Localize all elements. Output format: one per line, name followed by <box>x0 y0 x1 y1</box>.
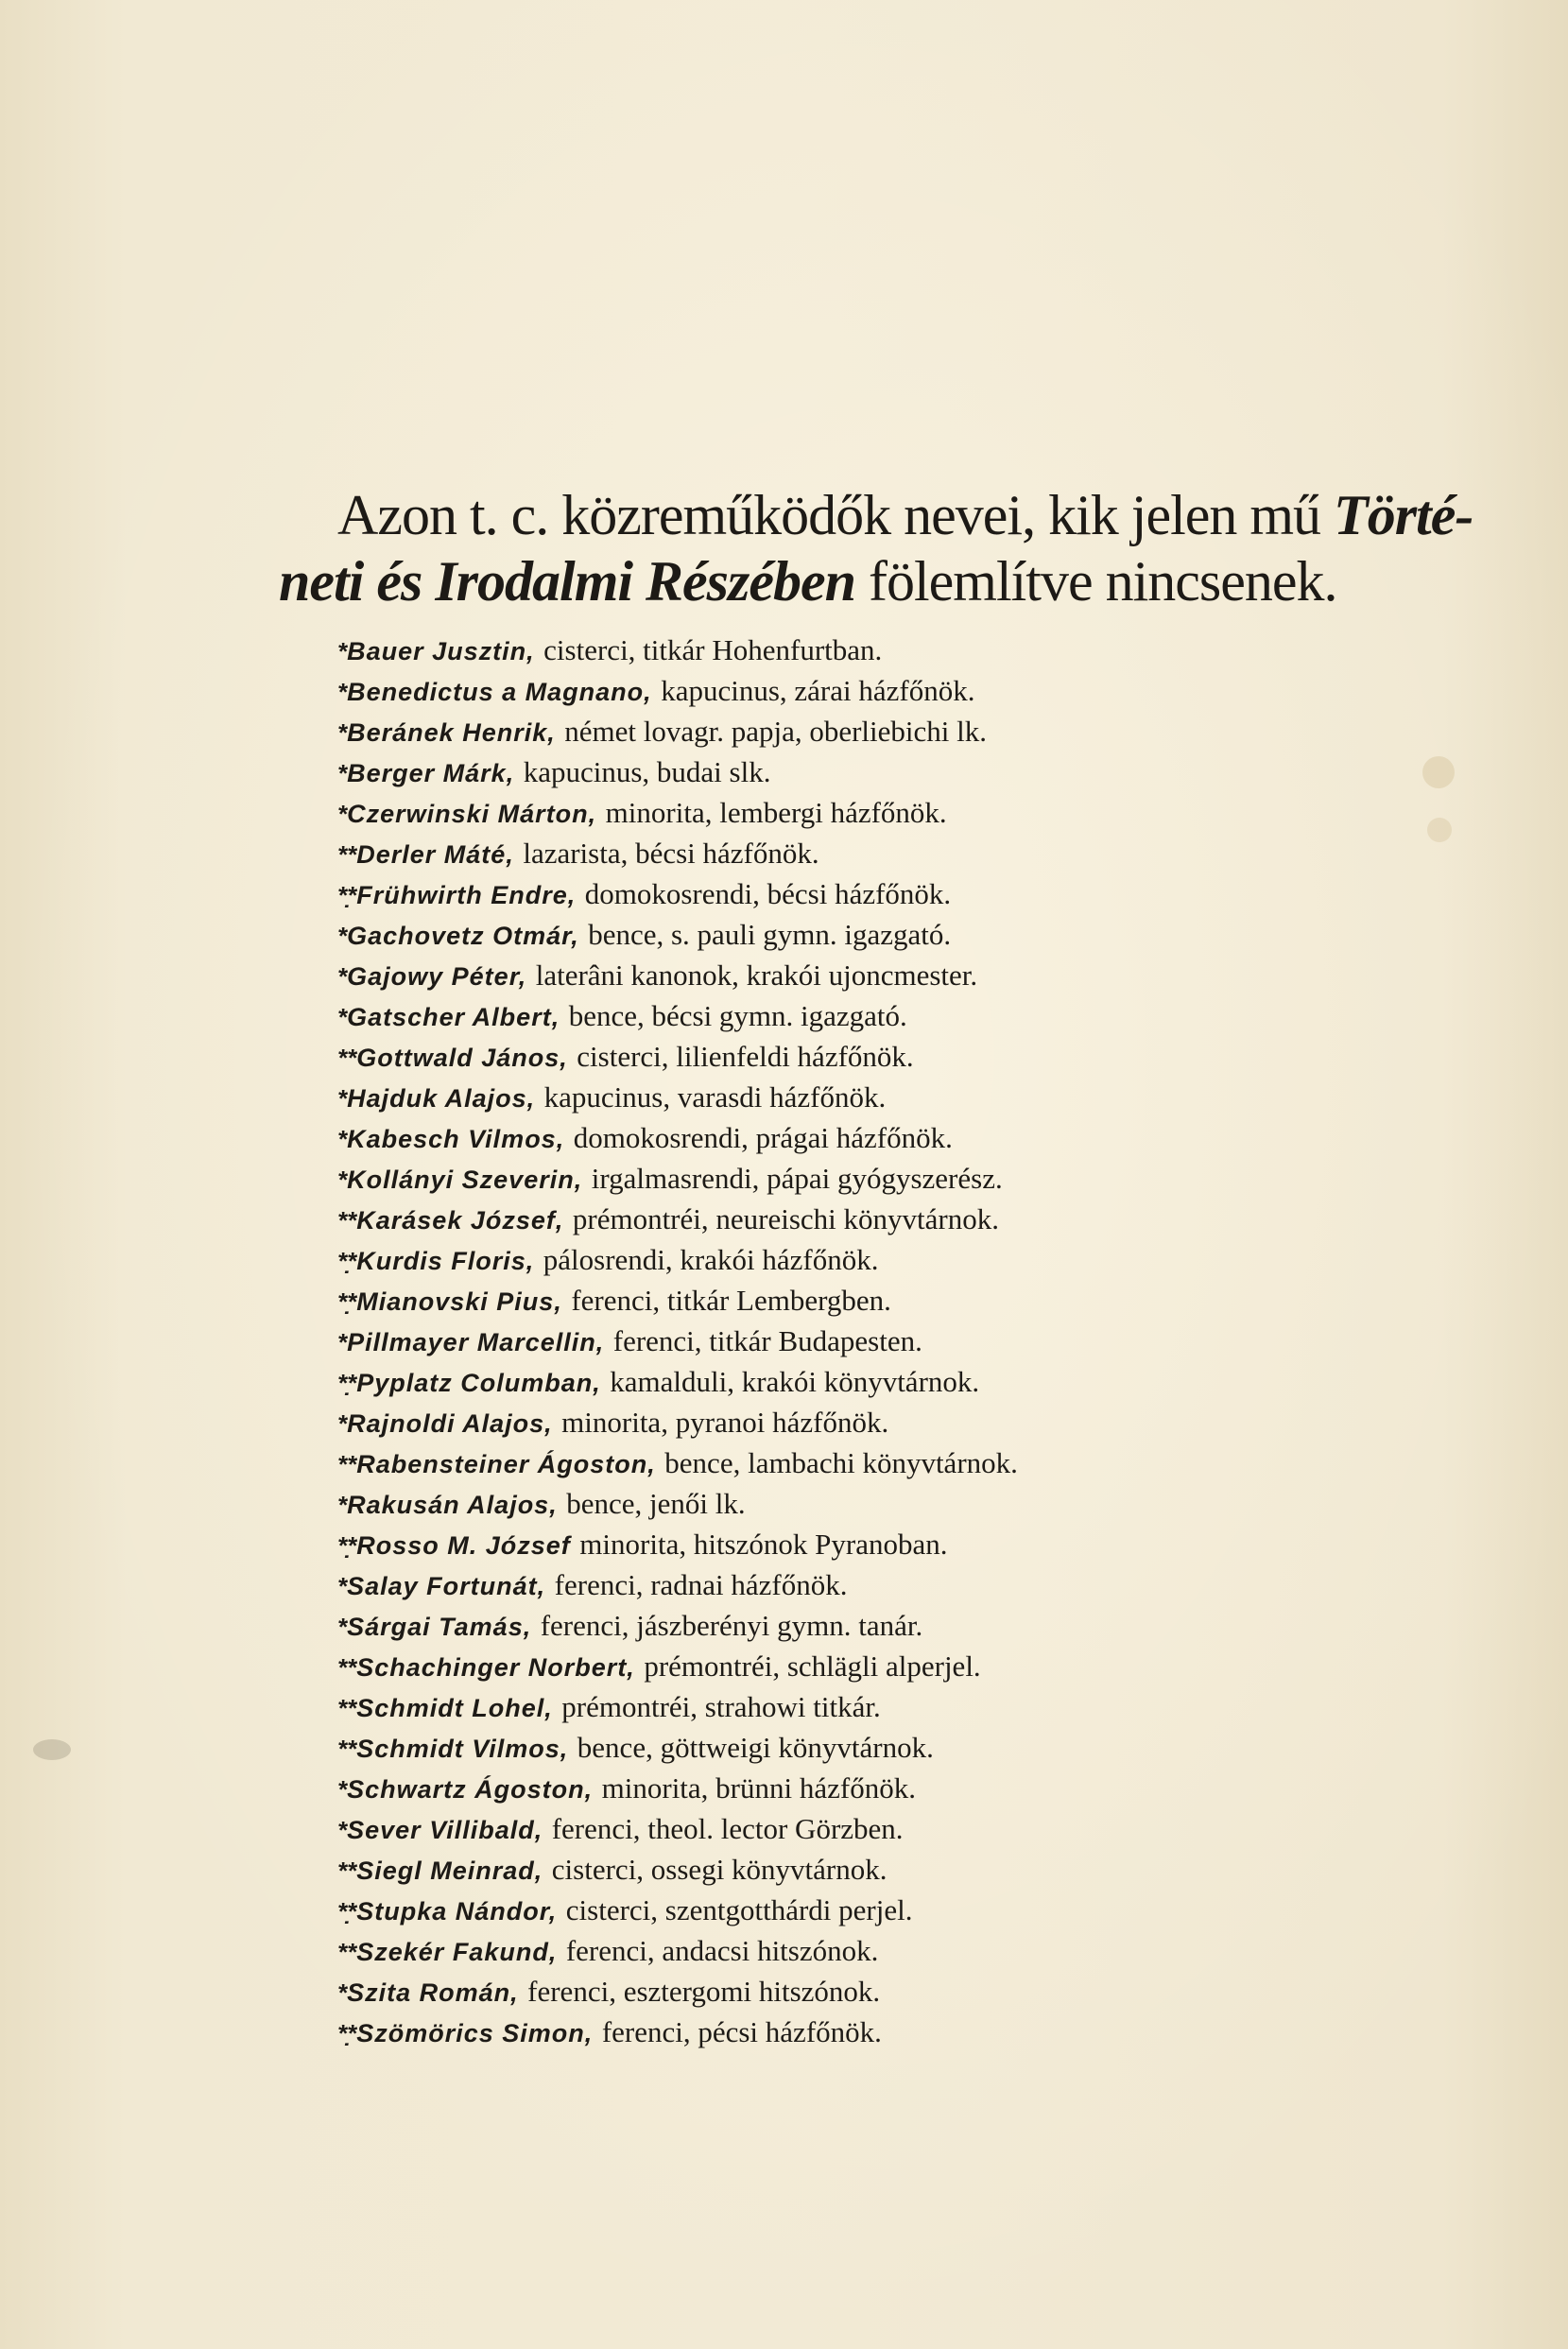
entry-name: Karásek József, <box>356 1206 564 1235</box>
entry-description: ferenci, esztergomi hitszónok. <box>527 1975 881 2008</box>
entry-mark: * <box>337 1816 348 1844</box>
entry-name: Rakusán Alajos, <box>347 1491 558 1519</box>
entry-mark: * <box>337 678 348 706</box>
list-item <box>337 1199 1472 1239</box>
page-content <box>279 482 1473 2052</box>
list-item <box>337 873 1472 914</box>
entry-name: Szita Román, <box>347 1978 519 2007</box>
entry-name: Kabesch Vilmos, <box>347 1125 565 1153</box>
entry-name: Kurdis Floris, <box>356 1247 535 1275</box>
entry-name: Szekér Fakund, <box>356 1938 558 1966</box>
entry-description: prémontréi, schlägli alperjel. <box>644 1649 981 1683</box>
entry-mark: ** <box>337 840 357 869</box>
list-item <box>337 1077 1472 1117</box>
entry-name: Szömörics Simon, <box>356 2019 594 2047</box>
entry-mark: *̣* <box>337 1531 357 1560</box>
list-item <box>337 1768 1472 1808</box>
entry-description: lazarista, bécsi házfőnök. <box>523 837 819 870</box>
list-item <box>337 670 1472 711</box>
entry-description: bence, s. pauli gymn. igazgató. <box>588 918 952 951</box>
entry-mark: *̣* <box>337 881 357 909</box>
list-item <box>337 1808 1472 1849</box>
entry-mark: *̣* <box>337 1247 357 1275</box>
entry-description: kapucinus, zárai házfőnök. <box>661 674 975 707</box>
entry-mark: * <box>337 1572 348 1600</box>
list-item <box>337 1930 1472 1971</box>
entry-description: ferenci, theol. lector Görzben. <box>551 1812 904 1845</box>
entry-mark: * <box>337 800 348 828</box>
list-item <box>337 995 1472 1036</box>
entry-description: kapucinus, varasdi házfőnök. <box>543 1080 887 1114</box>
entry-name: Derler Máté, <box>356 840 514 869</box>
list-item <box>337 1483 1472 1524</box>
entry-description: kamalduli, krakói könyvtárnok. <box>610 1365 980 1398</box>
list-item <box>337 1442 1472 1483</box>
entry-mark: *̣* <box>337 2019 357 2047</box>
entry-mark: *̣* <box>337 1897 357 1926</box>
entry-description: cisterci, titkár Hohenfurtban. <box>543 633 883 666</box>
entry-description: pálosrendi, krakói házfőnök. <box>543 1243 879 1276</box>
entry-description: minorita, hitszónok Pyranoban. <box>579 1528 948 1561</box>
list-item <box>337 792 1472 833</box>
entry-mark: * <box>337 1775 348 1804</box>
list-item <box>337 1158 1472 1199</box>
entry-description: prémontréi, strahowi titkár. <box>561 1690 881 1723</box>
entry-description: ferenci, titkár Budapesten. <box>612 1324 922 1357</box>
entry-description: cisterci, szentgotthárdi perjel. <box>565 1893 913 1926</box>
entry-mark: * <box>337 1084 348 1113</box>
entry-mark: * <box>337 1125 348 1153</box>
list-item <box>337 1727 1472 1768</box>
entry-name: Schwartz Ágoston, <box>347 1775 594 1804</box>
entry-description: cisterci, ossegi könyvtárnok. <box>551 1853 887 1886</box>
entry-mark: ** <box>337 1044 357 1072</box>
entry-description: cisterci, lilienfeldi házfőnök. <box>577 1040 914 1073</box>
entry-description: bence, jenői lk. <box>566 1487 746 1520</box>
entry-description: ferenci, pécsi házfőnök. <box>601 2015 882 2048</box>
entry-name: Kollányi Szeverin, <box>347 1166 583 1194</box>
list-item <box>337 1971 1472 2012</box>
entry-description: minorita, brünni házfőnök. <box>601 1771 916 1805</box>
entry-name: Siegl Meinrad, <box>356 1857 543 1885</box>
entry-description: német lovagr. papja, oberliebichi lk. <box>564 715 988 748</box>
entry-name: Stupka Nándor, <box>356 1897 558 1926</box>
entry-name: Gajowy Péter, <box>347 962 527 991</box>
entry-name: Pillmayer Marcellin, <box>347 1328 605 1356</box>
entry-mark: * <box>337 1491 348 1519</box>
entry-name: Schmidt Lohel, <box>356 1694 553 1722</box>
entry-mark: ** <box>337 1206 357 1235</box>
entry-mark: * <box>337 922 348 950</box>
entry-name: Hajduk Alajos, <box>347 1084 536 1113</box>
entry-mark: ** <box>337 1857 357 1885</box>
entry-name: Sever Villibald, <box>347 1816 543 1844</box>
list-item <box>337 2012 1472 2052</box>
list-item <box>337 630 1472 670</box>
list-item <box>337 1239 1472 1280</box>
entry-name: Rosso M. József <box>356 1531 571 1560</box>
entry-description: ferenci, andacsi hitszónok. <box>565 1934 879 1967</box>
list-item <box>337 1117 1472 1158</box>
entry-name: Gachovetz Otmár, <box>347 922 579 950</box>
entry-mark: * <box>337 1978 348 2007</box>
entry-mark: ** <box>337 1694 357 1722</box>
heading-intro: Azon t. c. közreműködők nevei, kik jelen mű <box>337 484 1321 546</box>
entry-name: Czerwinski Márton, <box>347 800 597 828</box>
page-heading <box>279 482 1473 614</box>
entry-description: bence, lambachi könyvtárnok. <box>664 1446 1018 1479</box>
entry-name: Schmidt Vilmos, <box>356 1735 569 1763</box>
list-item <box>337 1890 1472 1930</box>
entry-mark: * <box>337 962 348 991</box>
entry-description: domokosrendi, prágai házfőnök. <box>573 1121 953 1154</box>
entry-description: kapucinus, budai slk. <box>523 755 771 788</box>
entry-name: Bauer Jusztin, <box>347 637 535 665</box>
heading-highlight-2: neti és Irodalmi Részében <box>279 550 856 613</box>
entry-mark: ** <box>337 1653 357 1682</box>
entry-description: laterâni kanonok, krakói ujoncmester. <box>535 959 978 992</box>
entry-name: Salay Fortunát, <box>347 1572 546 1600</box>
entry-mark: ** <box>337 1938 357 1966</box>
entry-mark: * <box>337 1003 348 1031</box>
heading-line-2 <box>279 548 1472 614</box>
list-item <box>337 1361 1472 1402</box>
entry-name: Sárgai Tamás, <box>347 1613 532 1641</box>
entry-name: Rajnoldi Alajos, <box>347 1409 553 1438</box>
entry-description: minorita, pyranoi házfőnök. <box>561 1406 889 1439</box>
entry-description: irgalmasrendi, pápai gyógyszerész. <box>591 1162 1003 1195</box>
list-item <box>337 751 1472 792</box>
entry-mark: * <box>337 1613 348 1641</box>
paper-stain <box>33 1739 71 1760</box>
entry-name: Pyplatz Columban, <box>356 1369 601 1397</box>
entry-mark: * <box>337 1166 348 1194</box>
entry-description: domokosrendi, bécsi házfőnök. <box>584 877 952 910</box>
list-item <box>337 955 1472 995</box>
list-item <box>337 1402 1472 1442</box>
entry-name: Berger Márk, <box>347 759 515 787</box>
entry-name: Gatscher Albert, <box>347 1003 560 1031</box>
entry-mark: * <box>337 1409 348 1438</box>
list-item <box>337 1524 1472 1564</box>
list-item <box>337 1646 1472 1686</box>
contributor-list <box>337 630 1472 2052</box>
bleed-through-text <box>227 142 1456 196</box>
entry-mark: *̣* <box>337 1287 357 1316</box>
list-item <box>337 1605 1472 1646</box>
entry-mark: * <box>337 718 348 747</box>
entry-name: Beránek Henrik, <box>347 718 556 747</box>
entry-name: Frühwirth Endre, <box>356 881 577 909</box>
entry-mark: *̣* <box>337 1369 357 1397</box>
entry-description: bence, bécsi gymn. igazgató. <box>568 999 907 1032</box>
entry-description: bence, göttweigi könyvtárnok. <box>577 1731 934 1764</box>
entry-name: Schachinger Norbert, <box>356 1653 635 1682</box>
list-item <box>337 1564 1472 1605</box>
list-item <box>337 1036 1472 1077</box>
entry-mark: * <box>337 1328 348 1356</box>
list-item <box>337 1849 1472 1890</box>
heading-outro: fölemlítve nincsenek. <box>869 550 1337 613</box>
list-item <box>337 1280 1472 1321</box>
entry-mark: * <box>337 637 348 665</box>
entry-description: prémontréi, neureischi könyvtárnok. <box>572 1202 999 1235</box>
entry-mark: * <box>337 759 348 787</box>
list-item <box>337 1321 1472 1361</box>
entry-description: ferenci, jászberényi gymn. tanár. <box>540 1609 923 1642</box>
entry-name: Benedictus a Magnano, <box>347 678 652 706</box>
entry-name: Rabensteiner Ágoston, <box>356 1450 656 1478</box>
entry-name: Gottwald János, <box>356 1044 568 1072</box>
list-item <box>337 833 1472 873</box>
entry-mark: ** <box>337 1735 357 1763</box>
entry-description: ferenci, titkár Lembergben. <box>571 1284 891 1317</box>
entry-description: minorita, lembergi házfőnök. <box>605 796 947 829</box>
list-item <box>337 914 1472 955</box>
list-item <box>337 1686 1472 1727</box>
entry-name: Mianovski Pius, <box>356 1287 562 1316</box>
list-item <box>337 711 1472 751</box>
heading-highlight-1: Törté- <box>1334 484 1473 546</box>
entry-description: ferenci, radnai házfőnök. <box>554 1568 848 1601</box>
entry-mark: ** <box>337 1450 357 1478</box>
